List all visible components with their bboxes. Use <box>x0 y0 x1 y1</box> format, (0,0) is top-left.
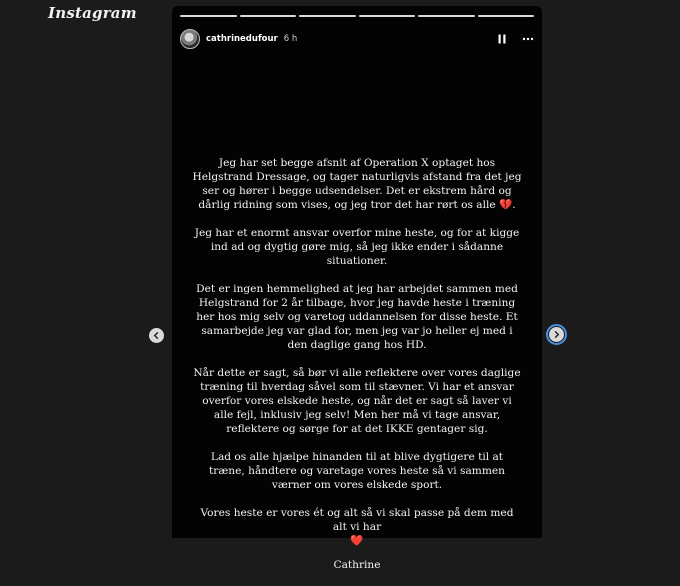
story-paragraph: Jeg har et enormt ansvar overfor mine heste, og for at kigge ind ad og dygtig gøre mig, så jeg ikke ender i sådanne situationer. <box>194 227 520 267</box>
chevron-right-icon <box>552 330 561 339</box>
previous-story-button[interactable] <box>149 328 164 343</box>
story-progress-bar <box>180 15 534 17</box>
story-paragraph: Lad os alle hjælpe hinanden til at blive dygtigere til at træne, håndtere og varetage vores heste så vi sammen værner om vores elskede sport. <box>209 451 505 491</box>
story-paragraph: Vores heste er vores ét og alt så vi skal passe på dem med alt vi har ❤️ <box>200 507 514 547</box>
progress-segment <box>180 15 237 17</box>
story-paragraph: Når dette er sagt, så bør vi alle reflektere over vores daglige træning til hverdag såvel som til stævner. Vi har et ansvar overfor vores elskede heste, og når det er sagt så laver vi alle fejl, inklusiv jeg selv! Men her må vi tage ansvar, reflektere og sørge for at det IKKE gentager sig. <box>193 367 521 435</box>
more-options-icon[interactable] <box>522 33 534 45</box>
next-story-button[interactable] <box>549 327 564 342</box>
story-time: 6 h <box>283 34 298 44</box>
story-text <box>192 156 522 586</box>
signature: Cathrine <box>333 559 381 571</box>
heart-emoji: ❤️ <box>350 535 364 547</box>
progress-segment <box>299 15 356 17</box>
instagram-logo[interactable]: Instagram <box>48 4 137 22</box>
story-viewer[interactable] <box>172 6 542 571</box>
avatar[interactable] <box>180 29 200 49</box>
broken-heart-emoji: 💔 <box>499 199 513 211</box>
progress-segment <box>418 15 475 17</box>
story-paragraph: Det er ingen hemmelighed at jeg har arbejdet sammen med Helgstrand for 2 år tilbage, hvor jeg havde heste i træning her hos mig selv og varetog uddannelsen for disse heste. Et samarbejde jeg var glad for, men jeg var jo heller ej med i den daglige gang hos HD. <box>196 283 518 351</box>
story-paragraph: Jeg har set begge afsnit af Operation X optaget hos Helgstrand Dressage, og tager naturligvis afstand fra det jeg ser og hører i begge udsendelser. Det er ekstrem hård og dårlig ridning som vises, og jeg tror det har rørt os alle 💔. <box>192 157 522 211</box>
progress-segment <box>478 15 535 17</box>
username-link[interactable]: cathrinedufour <box>206 34 278 44</box>
pause-icon[interactable] <box>496 33 508 45</box>
story-header <box>180 24 534 54</box>
chevron-left-icon <box>152 331 161 340</box>
progress-segment <box>359 15 416 17</box>
progress-segment <box>240 15 297 17</box>
